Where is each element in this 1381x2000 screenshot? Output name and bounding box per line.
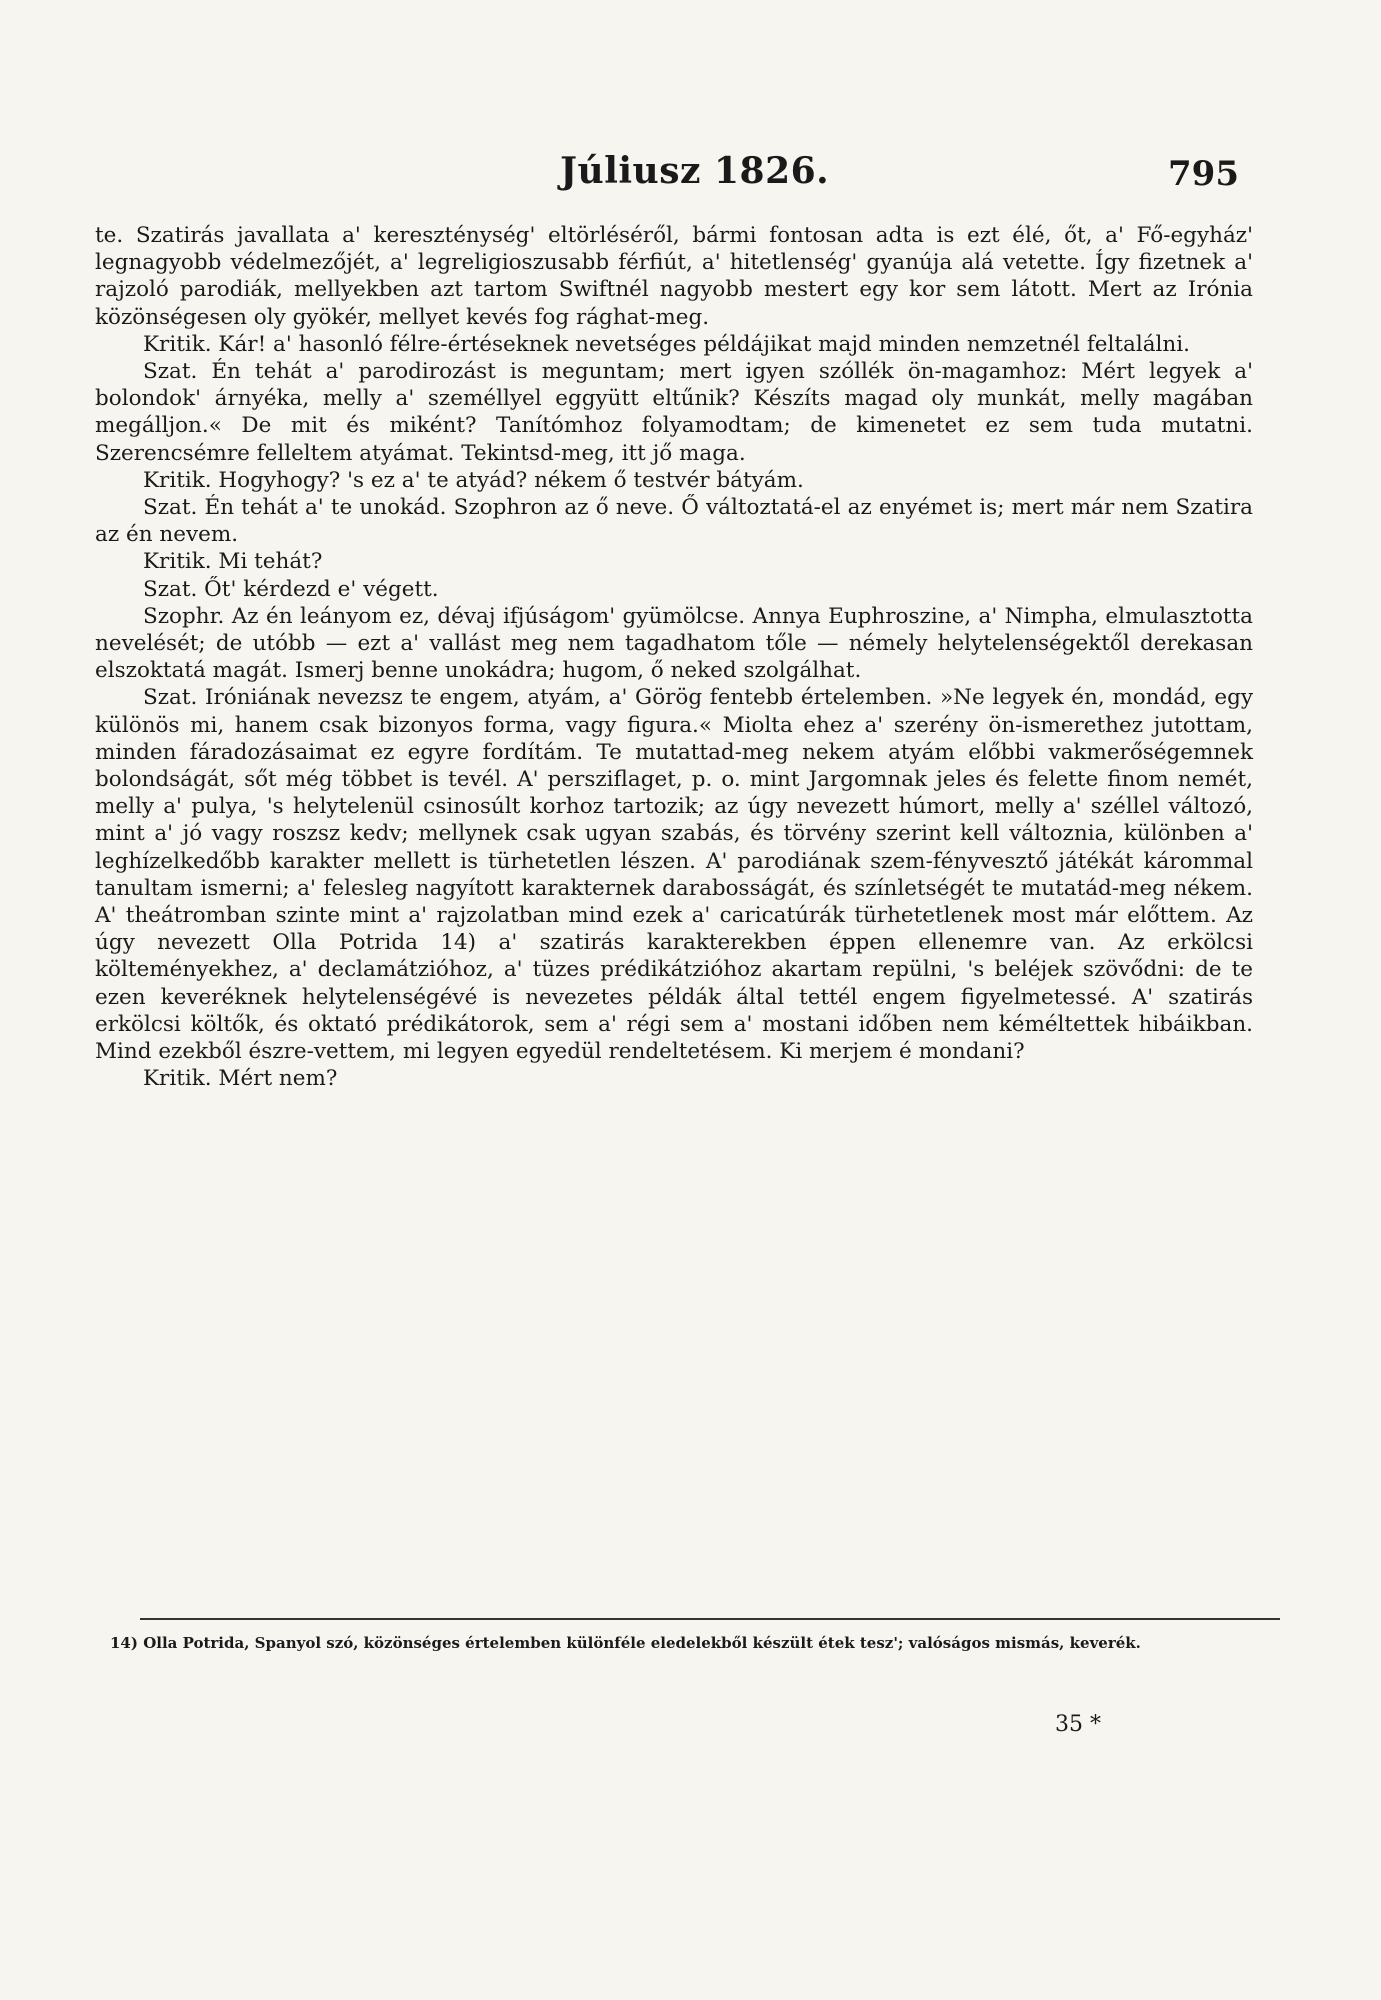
- running-title: Júliusz 1826.: [560, 150, 830, 192]
- footnote-divider: [140, 1618, 1280, 1620]
- body-text: [95, 222, 1253, 1093]
- signature-mark: 35 *: [1055, 1712, 1101, 1737]
- paragraph: Szat. Én tehát a' parodirozást is meguntam; mert igyen szóllék ön-magamhoz: Mért legyek a' bolondok' árnyéka, melly a' személlyel eggyütt eltűnik? Készíts magad oly munkát, melly magában megálljon.« De mit és miként? Tanítómhoz folyamodtam; de kimenetet ez sem tuda mutatni. Szerencsémre felleltem atyámat. Tekintsd-meg, itt jő maga.: [95, 359, 1253, 466]
- paragraph: Szat. Iróniának nevezsz te engem, atyám, a' Görög fentebb értelemben. »Ne legyek én, mondád, egy különös mi, hanem csak bizonyos forma, vagy figura.« Miolta ehez a' szerény ön-ismerethez jutottam, minden fáradozásaimat ez egyre fordítám. Te mutattad-meg nekem atyám előbbi vakmerőségemnek bolondságát, sőt még többet is tevél. A' persziflaget, p. o. mint Jargomnak jeles és felette finom nemét, melly a' pulya, 's helytelenül csinosúlt korhoz tartozik; az úgy nevezett húmort, melly a' széllel változó, mint a' jó vagy roszsz kedv; mellynek csak ugyan szabás, és törvény szerint kell változnia, különben a' leghízelkedőbb karakter mellett is türhetetlen lészen. A' parodiának szem-fényvesztő játékát kárommal tanultam ismerni; a' felesleg nagyított karakternek darabosságát, és színletségét te mutatád-meg nékem. A' theátromban szinte mint a' rajzolatban mind ezek a' caricatúrák türhetetlenek most már előttem. Az úgy nevezett Olla Potrida 14) a' szatirás karakterekben éppen ellenemre van. Az erkölcsi költeményekhez, a' declamátzióhoz, a' tüzes prédikátzióhoz akartam repülni, 's beléjek szövődni: de te ezen keveréknek helytelenségévé is nevezetes példák által tettél engem figyelmetessé. A' szatirás erkölcsi költők, és oktató prédikátorok, sem a' régi sem a' mostani időben nem kéméltettek hibáikban. Mind ezekből észre-vettem, mi legyen egyedül rendeltetésem. Ki merjem é mondani?: [95, 685, 1253, 1065]
- paragraph: Szophr. Az én leányom ez, dévaj ifjúságom' gyümölcse. Annya Euphroszine, a' Nimpha, elmulasztotta nevelését; de utóbb — ezt a' vallást meg nem tagadhatom tőle — némely helytelenségektől derekasan elszoktatá magát. Ismerj benne unokádra; hugom, ő neked szolgálhat.: [95, 603, 1253, 684]
- paragraph: Kritik. Mért nem?: [143, 1066, 338, 1092]
- paragraph: Szat. Őt' kérdezd e' végett.: [143, 576, 439, 602]
- paragraph: Kritik. Kár! a' hasonló félre-értéseknek nevetséges példájikat majd minden nemzetnél feltalálni.: [143, 331, 1190, 357]
- paragraph: te. Szatirás javallata a' kereszténység' eltörléséről, bármi fontosan adta is ezt élé, őt, a' Fő-egyház' legnagyobb védelmezőjét, a' legreligioszusabb férfiút, a' hitetlenség' gyanúja alá vetette. Így fizetnek a' rajzoló parodiák, mellyekben azt tartom Swiftnél nagyobb mestert egy kor sem látott. Mert az Irónia közönségesen oly gyökér, mellyet kevés fog rághat-meg.: [95, 223, 1253, 330]
- page-header: [0, 150, 1381, 200]
- footnote: 14) Olla Potrida, Spanyol szó, közönséges értelemben különféle eledelekből készült étek tesz'; valóságos mismás, keverék.: [110, 1634, 1141, 1652]
- paragraph: Kritik. Hogyhogy? 's ez a' te atyád? nékem ő testvér bátyám.: [143, 467, 804, 493]
- paragraph: Szat. Én tehát a' te unokád. Szophron az ő neve. Ő változtatá-el az enyémet is; mert már nem Szatira az én nevem.: [95, 495, 1253, 548]
- paragraph: Kritik. Mi tehát?: [143, 549, 323, 575]
- page-number: 795: [1168, 154, 1239, 194]
